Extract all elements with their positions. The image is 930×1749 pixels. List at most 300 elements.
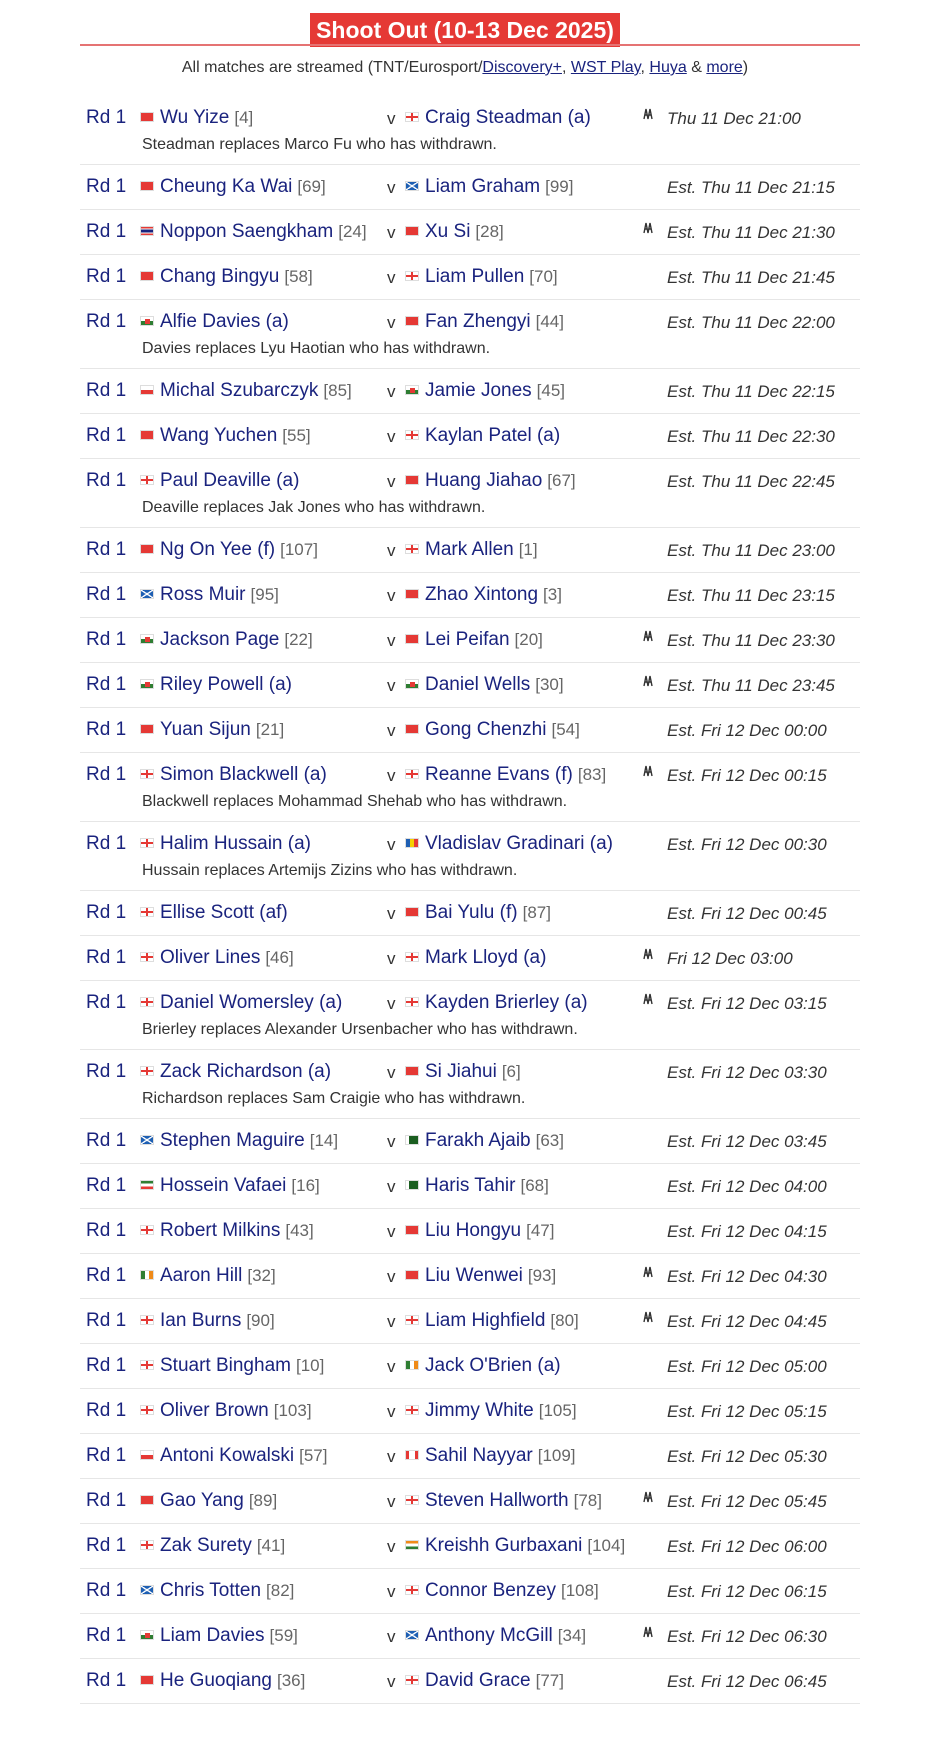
player-two-seed: [83] — [577, 765, 607, 784]
versus-label: v — [387, 1177, 396, 1196]
player-two[interactable] — [405, 719, 580, 741]
flag-wal-icon — [405, 679, 419, 689]
replacement-note: Richardson replaces Sam Craigie who has withdrawn. — [142, 1090, 526, 1107]
round-label: Rd 1 — [86, 1130, 127, 1151]
versus-label: v — [387, 1537, 396, 1556]
flag-eng-icon — [140, 952, 154, 962]
player-two-name[interactable]: Fan Zhengyi — [425, 311, 531, 332]
player-two-seed: [70] — [529, 267, 558, 286]
flag-eng-icon — [405, 544, 419, 554]
player-one-name[interactable]: Cheung Ka Wai — [160, 176, 293, 197]
player-one[interactable] — [140, 176, 326, 198]
player-two[interactable] — [405, 380, 565, 402]
player-two[interactable] — [405, 1220, 554, 1242]
player-two-name[interactable]: Reanne Evans (f) — [425, 764, 573, 785]
player-two[interactable] — [405, 674, 564, 696]
versus-label: v — [387, 313, 396, 332]
flag-chn-icon — [405, 226, 419, 236]
player-one-name[interactable]: Ng On Yee (f) — [160, 539, 276, 560]
flag-pak-icon — [405, 1135, 419, 1145]
versus-label: v — [387, 1222, 396, 1241]
player-two-name[interactable]: Kreishh Gurbaxani — [425, 1535, 583, 1556]
player-one-name[interactable]: Wang Yuchen — [160, 425, 278, 446]
match-row — [80, 618, 860, 663]
match-time: Est. Fri 12 Dec 00:30 — [667, 835, 827, 854]
player-one-name[interactable]: Simon Blackwell (a) — [160, 764, 327, 785]
match-row — [80, 369, 860, 414]
player-two-name[interactable]: Mark Lloyd (a) — [425, 947, 547, 968]
player-two-name[interactable]: Craig Steadman (a) — [425, 107, 591, 128]
player-two[interactable] — [405, 1310, 579, 1332]
match-row — [80, 528, 860, 573]
player-one[interactable] — [140, 584, 279, 606]
match-time: Est. Fri 12 Dec 00:15 — [667, 766, 827, 785]
player-two-name[interactable]: Haris Tahir — [425, 1175, 516, 1196]
player-one-name[interactable]: Antoni Kowalski — [160, 1445, 295, 1466]
flag-eng-icon — [405, 1405, 419, 1415]
player-one-name[interactable]: Zack Richardson (a) — [160, 1061, 332, 1082]
flag-eng-icon — [140, 1315, 154, 1325]
player-two-name[interactable]: Kayden Brierley (a) — [425, 992, 588, 1013]
match-row — [80, 573, 860, 618]
player-one-seed: [57] — [299, 1446, 328, 1465]
player-two-name[interactable]: Liu Wenwei — [425, 1265, 523, 1286]
flag-eng-icon — [405, 952, 419, 962]
flag-eng-icon — [405, 769, 419, 779]
flag-wal-icon — [140, 1630, 154, 1640]
player-one-seed: [85] — [323, 381, 352, 400]
player-one-name[interactable]: Oliver Lines — [160, 947, 261, 968]
player-one[interactable] — [140, 539, 318, 561]
player-one-seed: [16] — [291, 1176, 320, 1195]
match-line — [80, 1254, 860, 1298]
player-one-name[interactable]: Michal Szubarczyk — [160, 380, 319, 401]
player-one[interactable] — [140, 1061, 336, 1083]
flag-irl-icon — [405, 1360, 419, 1370]
stream-sep: , — [561, 59, 571, 76]
player-two[interactable] — [405, 1670, 564, 1692]
player-one-name[interactable]: Wu Yize — [160, 107, 230, 128]
player-two[interactable] — [405, 992, 593, 1014]
player-two-name[interactable]: Liam Graham — [425, 176, 541, 197]
player-two-seed: [63] — [535, 1131, 564, 1150]
round-label: Rd 1 — [86, 629, 127, 650]
tv-tower-icon — [641, 108, 655, 123]
player-one-name[interactable]: Chris Totten — [160, 1580, 262, 1601]
match-line — [80, 1299, 860, 1343]
match-time: Est. Thu 11 Dec 22:30 — [667, 427, 835, 446]
match-line — [80, 1209, 860, 1253]
match-line — [80, 618, 860, 662]
player-two-name[interactable]: Sahil Nayyar — [425, 1445, 533, 1466]
player-two-name[interactable]: Lei Peifan — [425, 629, 510, 650]
player-one[interactable] — [140, 1220, 314, 1242]
round-label: Rd 1 — [86, 1220, 127, 1241]
player-two-name[interactable]: Jamie Jones — [425, 380, 532, 401]
match-line — [80, 1479, 860, 1523]
versus-label: v — [387, 949, 396, 968]
player-one-seed: [82] — [266, 1581, 295, 1600]
match-time: Est. Fri 12 Dec 03:30 — [667, 1063, 827, 1082]
player-one-name[interactable]: Stephen Maguire — [160, 1130, 305, 1151]
player-one-name[interactable]: Hossein Vafaei — [160, 1175, 287, 1196]
player-one-seed: [55] — [282, 426, 311, 445]
flag-wal-icon — [140, 634, 154, 644]
match-line — [80, 1119, 860, 1163]
flag-eng-icon — [405, 271, 419, 281]
player-one[interactable] — [140, 674, 297, 696]
player-two-seed: [105] — [538, 1401, 577, 1420]
player-one-name[interactable]: Oliver Brown — [160, 1400, 269, 1421]
flag-eng-icon — [405, 1585, 419, 1595]
player-two-name[interactable]: Jack O'Brien (a) — [425, 1355, 561, 1376]
player-one[interactable] — [140, 764, 332, 786]
player-one-name[interactable]: Riley Powell (a) — [160, 674, 292, 695]
match-line — [80, 210, 860, 254]
player-two[interactable] — [405, 947, 551, 969]
flag-chn-icon — [405, 589, 419, 599]
player-two[interactable] — [405, 1445, 576, 1467]
player-one-seed: [69] — [297, 177, 326, 196]
flag-chn-icon — [405, 724, 419, 734]
stream-intro: All matches are streamed (TNT/Eurosport/ — [181, 59, 483, 76]
player-two-name[interactable]: Vladislav Gradinari (a) — [425, 833, 613, 854]
player-two[interactable] — [405, 1400, 577, 1422]
match-line — [80, 369, 860, 413]
player-two-name[interactable]: Liu Hongyu — [425, 1220, 522, 1241]
player-one-name[interactable]: Ross Muir — [160, 584, 246, 605]
player-one-seed: [107] — [280, 540, 318, 559]
match-time: Est. Fri 12 Dec 05:15 — [667, 1402, 827, 1421]
match-line — [80, 1434, 860, 1478]
round-label: Rd 1 — [86, 719, 127, 740]
player-one[interactable] — [140, 221, 367, 243]
match-line — [80, 1614, 860, 1658]
player-one-seed: [14] — [309, 1131, 339, 1150]
player-two-name[interactable]: Bai Yulu (f) — [425, 902, 518, 923]
player-one-seed: [59] — [269, 1626, 298, 1645]
player-one-seed: [4] — [234, 108, 254, 127]
player-one-seed: [43] — [285, 1221, 314, 1240]
player-one[interactable] — [140, 947, 294, 969]
player-one-name[interactable]: Jackson Page — [160, 629, 280, 650]
player-one[interactable] — [140, 1130, 338, 1152]
tv-tower-icon — [641, 630, 655, 645]
match-line — [80, 414, 860, 458]
player-two[interactable] — [405, 107, 596, 129]
match-list — [80, 96, 860, 1704]
player-one[interactable] — [140, 1355, 324, 1377]
versus-label: v — [387, 835, 396, 854]
tv-tower-icon — [641, 948, 655, 963]
match-time: Est. Fri 12 Dec 04:00 — [667, 1177, 827, 1196]
flag-mda-icon — [405, 838, 419, 848]
match-row — [80, 1659, 860, 1704]
versus-label: v — [387, 1312, 396, 1331]
player-two[interactable] — [405, 629, 543, 651]
versus-label: v — [387, 586, 396, 605]
player-one[interactable] — [140, 1625, 298, 1647]
player-one-name[interactable]: Zak Surety — [160, 1535, 252, 1556]
player-two-seed: [34] — [557, 1626, 587, 1645]
player-two-name[interactable]: Kaylan Patel (a) — [425, 425, 561, 446]
flag-eng-icon — [405, 997, 419, 1007]
player-one[interactable] — [140, 1490, 277, 1512]
player-one[interactable] — [140, 266, 313, 288]
match-time: Est. Fri 12 Dec 06:30 — [667, 1627, 827, 1646]
match-time: Est. Fri 12 Dec 05:00 — [667, 1357, 827, 1376]
match-time: Est. Fri 12 Dec 06:15 — [667, 1582, 827, 1601]
player-one-name[interactable]: Halim Hussain (a) — [160, 833, 311, 854]
match-time: Est. Thu 11 Dec 23:45 — [667, 676, 835, 695]
match-time: Est. Fri 12 Dec 05:30 — [667, 1447, 827, 1466]
round-label: Rd 1 — [86, 266, 127, 287]
player-one-name[interactable]: Aaron Hill — [160, 1265, 243, 1286]
player-one-name[interactable]: Gao Yang — [160, 1490, 244, 1511]
flag-ind-icon — [405, 1540, 419, 1550]
player-one[interactable] — [140, 1265, 276, 1287]
tv-tower-icon — [641, 765, 655, 780]
player-two-name[interactable]: Gong Chenzhi — [425, 719, 547, 740]
player-two-name[interactable]: Jimmy White — [425, 1400, 534, 1421]
match-row — [80, 1254, 860, 1299]
player-one-name[interactable]: Chang Bingyu — [160, 266, 280, 287]
versus-label: v — [387, 1063, 396, 1082]
match-time: Est. Thu 11 Dec 23:00 — [667, 541, 835, 560]
round-label: Rd 1 — [86, 584, 127, 605]
player-two[interactable] — [405, 584, 562, 606]
player-one[interactable] — [140, 1175, 320, 1197]
match-row — [80, 300, 860, 369]
player-two-name[interactable]: Liam Pullen — [425, 266, 525, 287]
player-two-name[interactable]: Xu Si — [425, 221, 471, 242]
versus-label: v — [387, 472, 396, 491]
player-two[interactable] — [405, 1175, 549, 1197]
player-one[interactable] — [140, 629, 313, 651]
player-one-seed: [21] — [255, 720, 285, 739]
flag-sco-icon — [140, 589, 154, 599]
match-row — [80, 708, 860, 753]
flag-hkg-icon — [140, 181, 154, 191]
player-two-name[interactable]: David Grace — [425, 1670, 531, 1691]
match-line — [80, 573, 860, 617]
player-two-seed: [45] — [536, 381, 566, 400]
round-label: Rd 1 — [86, 764, 127, 785]
player-two-name[interactable]: Zhao Xintong — [425, 584, 539, 605]
player-one-name[interactable]: Stuart Bingham — [160, 1355, 291, 1376]
player-one[interactable] — [140, 311, 294, 333]
link-discovery[interactable]: Discovery+ — [482, 59, 562, 76]
player-one[interactable] — [140, 1670, 305, 1692]
round-label: Rd 1 — [86, 1670, 127, 1691]
round-label: Rd 1 — [86, 1400, 127, 1421]
player-two-name[interactable]: Mark Allen — [425, 539, 514, 560]
player-one[interactable] — [140, 902, 293, 924]
flag-eng-icon — [140, 1066, 154, 1076]
player-two-name[interactable]: Connor Benzey — [425, 1580, 556, 1601]
match-row — [80, 663, 860, 708]
round-label: Rd 1 — [86, 470, 127, 491]
match-row — [80, 981, 860, 1050]
player-two[interactable] — [405, 1130, 564, 1152]
flag-can-icon — [405, 1450, 419, 1460]
player-one[interactable] — [140, 1580, 294, 1602]
match-row — [80, 891, 860, 936]
versus-label: v — [387, 1132, 396, 1151]
player-one-name[interactable]: Daniel Womersley (a) — [160, 992, 343, 1013]
match-time: Est. Fri 12 Dec 04:30 — [667, 1267, 827, 1286]
match-line — [80, 300, 860, 344]
match-row — [80, 1479, 860, 1524]
player-two[interactable] — [405, 266, 558, 288]
player-one-seed: [103] — [273, 1401, 312, 1420]
replacement-note: Brierley replaces Alexander Ursenbacher who has withdrawn. — [142, 1021, 578, 1038]
link-huya[interactable]: Huya — [649, 59, 687, 76]
flag-sco-icon — [405, 181, 419, 191]
player-two[interactable] — [405, 1355, 566, 1377]
flag-pol-icon — [140, 1450, 154, 1460]
player-two[interactable] — [405, 1265, 556, 1287]
flag-chn-icon — [405, 1066, 419, 1076]
player-two[interactable] — [405, 539, 538, 561]
round-label: Rd 1 — [86, 380, 127, 401]
player-two-seed: [44] — [535, 312, 564, 331]
match-row — [80, 936, 860, 981]
player-two-name[interactable]: Steven Hallworth — [425, 1490, 569, 1511]
round-label: Rd 1 — [86, 221, 127, 242]
match-line — [80, 1659, 860, 1703]
match-time: Est. Thu 11 Dec 21:15 — [667, 178, 835, 197]
match-line — [80, 1569, 860, 1613]
player-one[interactable] — [140, 425, 311, 447]
match-row — [80, 1614, 860, 1659]
player-two-name[interactable]: Si Jiahui — [425, 1061, 497, 1082]
player-one-seed: [58] — [284, 267, 313, 286]
player-two[interactable] — [405, 470, 576, 492]
round-label: Rd 1 — [86, 674, 127, 695]
player-two[interactable] — [405, 425, 565, 447]
match-row — [80, 1524, 860, 1569]
flag-chn-icon — [140, 112, 154, 122]
player-one[interactable] — [140, 833, 316, 855]
player-two[interactable] — [405, 176, 573, 198]
player-two-seed: [87] — [522, 903, 551, 922]
player-one[interactable] — [140, 1310, 275, 1332]
player-two[interactable] — [405, 311, 564, 333]
player-one-name[interactable]: Alfie Davies (a) — [160, 311, 289, 332]
match-row — [80, 414, 860, 459]
round-label: Rd 1 — [86, 1061, 127, 1082]
player-one-name[interactable]: Paul Deaville (a) — [160, 470, 300, 491]
player-one-name[interactable]: Noppon Saengkham — [160, 221, 334, 242]
player-two-seed: [99] — [545, 177, 574, 196]
player-one-seed: [95] — [250, 585, 279, 604]
player-one-name[interactable]: Liam Davies — [160, 1625, 265, 1646]
stream-sep: , — [640, 59, 650, 76]
player-one[interactable] — [140, 107, 253, 129]
match-time: Est. Thu 11 Dec 21:45 — [667, 268, 835, 287]
match-time: Est. Fri 12 Dec 04:45 — [667, 1312, 827, 1331]
player-one[interactable] — [140, 1400, 312, 1422]
player-two[interactable] — [405, 833, 618, 855]
player-one[interactable] — [140, 1535, 285, 1557]
player-two-seed: [30] — [535, 675, 564, 694]
player-one[interactable] — [140, 470, 304, 492]
flag-chn-icon — [405, 634, 419, 644]
match-row — [80, 459, 860, 528]
versus-label: v — [387, 109, 396, 128]
versus-label: v — [387, 721, 396, 740]
match-time: Est. Thu 11 Dec 22:00 — [667, 313, 835, 332]
flag-eng-icon — [140, 1225, 154, 1235]
round-label: Rd 1 — [86, 1490, 127, 1511]
player-one-name[interactable]: Robert Milkins — [160, 1220, 281, 1241]
player-two-name[interactable]: Huang Jiahao — [425, 470, 543, 491]
match-row — [80, 210, 860, 255]
player-two-name[interactable]: Anthony McGill — [425, 1625, 553, 1646]
player-one[interactable] — [140, 719, 284, 741]
player-one-name[interactable]: Yuan Sijun — [160, 719, 251, 740]
player-two[interactable] — [405, 1625, 586, 1647]
link-wst-play[interactable]: WST Play — [570, 59, 641, 76]
player-two[interactable] — [405, 902, 551, 924]
player-one-name[interactable]: Ian Burns — [160, 1310, 242, 1331]
player-one-seed: [32] — [247, 1266, 276, 1285]
player-one[interactable] — [140, 992, 347, 1014]
player-two[interactable] — [405, 1061, 521, 1083]
versus-label: v — [387, 1672, 396, 1691]
versus-label: v — [387, 676, 396, 695]
player-two-seed: [54] — [551, 720, 580, 739]
match-time: Est. Fri 12 Dec 00:00 — [667, 721, 827, 740]
flag-irl-icon — [140, 1270, 154, 1280]
round-label: Rd 1 — [86, 1535, 127, 1556]
player-one[interactable] — [140, 1445, 327, 1467]
match-time: Est. Fri 12 Dec 00:45 — [667, 904, 827, 923]
versus-label: v — [387, 1402, 396, 1421]
tv-tower-icon — [641, 675, 655, 690]
versus-label: v — [387, 223, 396, 242]
flag-chn-icon — [405, 475, 419, 485]
player-two-name[interactable]: Liam Highfield — [425, 1310, 546, 1331]
link-more[interactable]: more — [706, 59, 743, 76]
tv-tower-icon — [641, 1311, 655, 1326]
versus-label: v — [387, 541, 396, 560]
player-two[interactable] — [405, 1580, 599, 1602]
player-two-name[interactable]: Farakh Ajaib — [425, 1130, 531, 1151]
versus-label: v — [387, 427, 396, 446]
player-two[interactable] — [405, 764, 606, 786]
round-label: Rd 1 — [86, 1265, 127, 1286]
player-one-name[interactable]: He Guoqiang — [160, 1670, 272, 1691]
player-two[interactable] — [405, 1535, 625, 1557]
stream-info — [0, 58, 930, 78]
flag-eng-icon — [405, 1675, 419, 1685]
versus-label: v — [387, 1357, 396, 1376]
match-row — [80, 753, 860, 822]
player-two[interactable] — [405, 221, 504, 243]
match-time: Est. Thu 11 Dec 21:30 — [667, 223, 835, 242]
player-two-name[interactable]: Daniel Wells — [425, 674, 531, 695]
versus-label: v — [387, 382, 396, 401]
player-two[interactable] — [405, 1490, 602, 1512]
player-one[interactable] — [140, 380, 352, 402]
match-time: Est. Fri 12 Dec 06:00 — [667, 1537, 827, 1556]
match-time: Est. Fri 12 Dec 03:15 — [667, 994, 827, 1013]
flag-hkg-icon — [140, 430, 154, 440]
match-line — [80, 1050, 860, 1094]
player-one-name[interactable]: Ellise Scott (af) — [160, 902, 288, 923]
